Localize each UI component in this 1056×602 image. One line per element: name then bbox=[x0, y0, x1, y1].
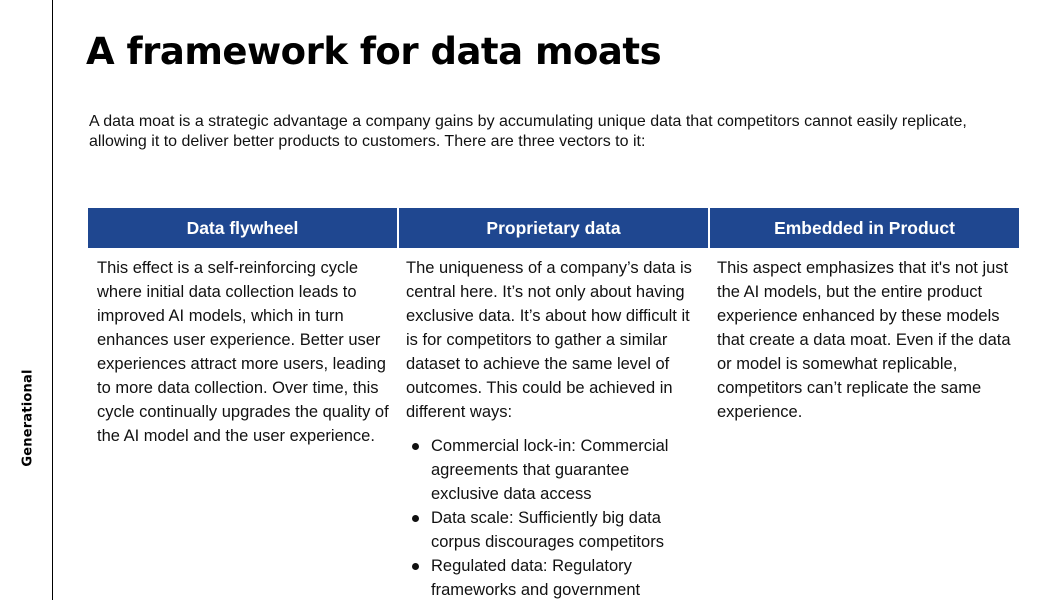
cell-body-text: The uniqueness of a company’s data is central here. It’s not only about having exclusive data. It’s about how difficult it is for competitors to gather a similar dataset to achieve the same level of outcomes. This could be achieved in different ways: bbox=[406, 259, 692, 421]
cell-body-text: This effect is a self-reinforcing cycle where initial data collection leads to improved AI models, which in turn enhances user experience. Better user experiences attract more users, leading to more data collection. Over time, this cycle continually upgrades the quality of the AI model and the user experience. bbox=[97, 259, 389, 445]
vectors-table bbox=[88, 208, 1019, 602]
cell-embedded-in-product bbox=[708, 248, 1019, 602]
column-header-proprietary-data: Proprietary data bbox=[397, 208, 708, 248]
column-header-embedded-in-product: Embedded in Product bbox=[708, 208, 1019, 248]
column-header-data-flywheel: Data flywheel bbox=[88, 208, 397, 248]
list-item: Regulated data: Regulatory frameworks and government bbox=[431, 554, 700, 602]
side-divider-line bbox=[52, 0, 53, 600]
cell-proprietary-data bbox=[397, 248, 708, 602]
list-item: Commercial lock-in: Commercial agreements that guarantee exclusive data access bbox=[431, 434, 700, 506]
cell-body-text: This aspect emphasizes that it's not just the AI models, but the entire product experience enhanced by these models that create a data moat. Even if the data or model is somewhat replicable, competitors can’t replicate the same experience. bbox=[717, 259, 1011, 421]
cell-data-flywheel bbox=[88, 248, 397, 602]
page-title: A framework for data moats bbox=[86, 30, 662, 73]
list-item: Data scale: Sufficiently big data corpus discourages competitors bbox=[431, 506, 700, 554]
section-label: Generational bbox=[20, 369, 36, 467]
bullet-list bbox=[406, 434, 700, 602]
intro-paragraph: A data moat is a strategic advantage a company gains by accumulating unique data that competitors cannot easily replicate, allowing it to deliver better products to customers. There are three vectors to it: bbox=[89, 113, 967, 150]
